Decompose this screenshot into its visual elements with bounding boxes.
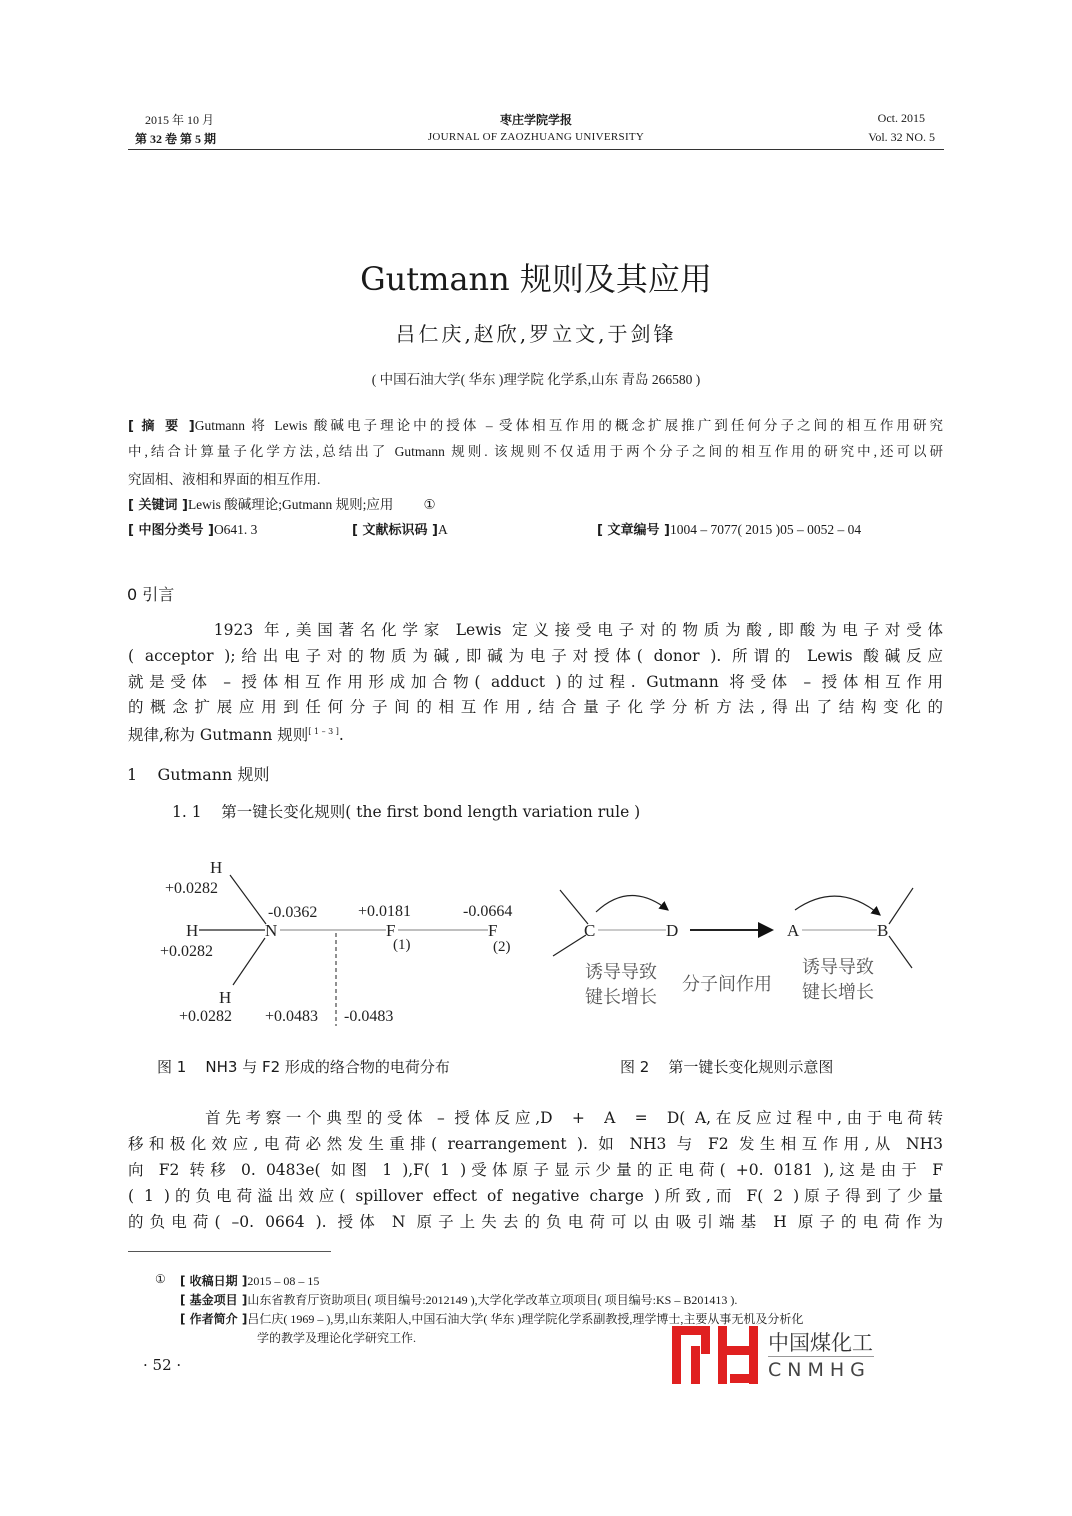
watermark-text-en: CNMHG (768, 1359, 871, 1381)
charge-acceptor-side: -0.0483 (344, 1008, 394, 1025)
left-label-line-1: 诱导导致 (585, 962, 657, 982)
abstract-line-2: 中,结合计算量子化学方法,总结出了 Gutmann 规则. 该规则不仅适用于两个分子之间的相互作用的研究中,还可以研 (128, 444, 943, 459)
body-line-1: 首先考察一个典型的受体 – 授体反应,D + A = D( A,在反应过程中,由于电荷转 (128, 1109, 943, 1127)
keywords-value: Lewis 酸碱理论;Gutmann 规则;应用 (187, 497, 394, 512)
page-number: · 52 · (143, 1356, 182, 1374)
footnote-mark-label: ① (155, 1272, 166, 1286)
journal-title-en: JOURNAL OF ZAOZHUANG UNIVERSITY (427, 131, 645, 143)
atom-f1-index: (1) (393, 937, 411, 953)
watermark-divider (768, 1356, 874, 1357)
funding-value: 山东省教育厅资助项目( 项目编号:2012149 ),大学化学改革立项项目( 项目编号:KS – B201413 ). (247, 1293, 738, 1307)
author-bio-value: 吕仁庆( 1969 – ),男,山东莱阳人,中国石油大学( 华东 )理学院化学系副教授,理学博士,主要从事无机及分析化 (247, 1312, 804, 1326)
atom-b: B (877, 921, 889, 940)
journal-title-cn: 枣庄学院学报 (499, 113, 572, 127)
intro-punct: . (338, 726, 344, 744)
right-label-line-1: 诱导导致 (802, 957, 874, 977)
figure-2-schematic (553, 888, 913, 968)
header-date-cn: 2015 年 10 月 (145, 113, 215, 127)
charge-f1: +0.0181 (358, 903, 412, 920)
charge-h-bottom: +0.0282 (179, 1008, 233, 1025)
received-date-label: [ 收稿日期 ] (180, 1274, 248, 1288)
intro-line-4: 的概念扩展应用到任何分子间的相互作用,结合量子化学分析方法,得出了结构变化的 (128, 698, 943, 716)
atom-d: D (666, 921, 679, 940)
atom-c: C (584, 921, 596, 940)
abstract-line-3: 究固相、液相和界面的相互作用. (128, 472, 321, 487)
footnote-author-bio-cont: 学的教学及理论化学研究工作. (257, 1331, 417, 1345)
atom-h-top: H (210, 858, 223, 877)
intro-last-text: 规律,称为 Gutmann 规则 (128, 726, 309, 744)
footnote-rule (128, 1251, 331, 1252)
document-code-label: [ 文献标识码 ] (352, 523, 438, 538)
curved-arrow-left-icon (596, 895, 668, 912)
clc-label: [ 中图分类号 ] (128, 523, 214, 538)
paper-title: Gutmann 规则及其应用 (360, 260, 712, 298)
intro-line-3: 就是受体 – 授体相互作用形成加合物( adduct )的过程. Gutmann 将受体 – 授体相互作用 (128, 673, 943, 691)
intro-line-2: ( acceptor );给出电子对的物质为碱,即碱为电子对授体( donor ). 所谓的 Lewis 酸碱反应 (128, 647, 943, 665)
atom-h-left: H (186, 921, 199, 940)
keywords-label: [ 关键词 ] (128, 498, 188, 513)
watermark-text-cn: 中国煤化工 (768, 1331, 873, 1355)
authors: 吕仁庆,赵欣,罗立文,于剑锋 (395, 322, 677, 346)
clc-value: O641. 3 (213, 522, 258, 537)
abstract-text: Gutmann 将 Lewis 酸碱电子理论中的授体 – 受体相互作用的概念扩展推广到任何分子之间的相互作用研究 (194, 418, 943, 433)
article-number-value: 1004 – 7077( 2015 )05 – 0052 – 04 (669, 522, 862, 537)
header-volume-cn: 第 32 卷 第 5 期 (135, 132, 217, 146)
reference-citation[interactable]: [ 1 – 3 ] (308, 726, 339, 736)
figure-1-caption: 图 1 NH3 与 F2 形成的络合物的电荷分布 (157, 1058, 450, 1076)
affiliation: ( 中国石油大学( 华东 )理学院 化学系,山东 青岛 266580 ) (371, 372, 701, 387)
document-code-value: A (437, 522, 448, 537)
right-label-line-2: 键长增长 (802, 982, 874, 1002)
atom-a: A (787, 921, 800, 940)
watermark-logo-icon (670, 1322, 762, 1386)
bond-n-h-top (230, 875, 266, 924)
left-label-line-2: 键长增长 (585, 987, 657, 1007)
footnote-mark[interactable]: ① (423, 497, 436, 512)
funding-label: [ 基金项目 ] (180, 1293, 248, 1307)
atom-f2-index: (2) (493, 939, 511, 955)
header-volume-en: Vol. 32 NO. 5 (868, 130, 935, 144)
charge-donor-side: +0.0483 (265, 1008, 319, 1025)
bond-n-h-bottom (233, 938, 265, 985)
atom-n: N (265, 921, 278, 940)
received-date-value: 2015 – 08 – 15 (247, 1274, 320, 1288)
footnote-received-date (180, 1272, 319, 1289)
subsection-1-1-heading: 1. 1 第一键长变化规则( the first bond length variation rule ) (172, 803, 641, 821)
atom-f1: F (386, 921, 396, 940)
section-1-heading: 1 Gutmann 规则 (127, 765, 270, 784)
abstract-label: [ 摘 要 ] (128, 419, 195, 434)
body-line-5: 的负电荷( –0. 0664 ). 授体 N 原子上失去的负电荷可以由吸引端基 H 原子的电荷作为 (128, 1213, 943, 1231)
article-number-label: [ 文章编号 ] (597, 523, 670, 538)
charge-h-left: +0.0282 (160, 943, 214, 960)
charge-n: -0.0362 (268, 904, 318, 921)
body-line-3: 向 F2 转移 0. 0483e( 如图 1 ),F( 1 )受体原子显示少量的正电荷( +0. 0181 ),这是由于 F (128, 1161, 943, 1179)
atom-h-bottom: H (219, 988, 232, 1007)
footnote-funding (180, 1291, 737, 1308)
section-0-heading: 0 引言 (127, 585, 175, 604)
atom-f2: F (488, 921, 498, 940)
intro-line-1: 1923 年,美国著名化学家 Lewis 定义接受电子对的物质为酸,即酸为电子对受体 (128, 621, 943, 639)
author-bio-label: [ 作者简介 ] (180, 1312, 248, 1326)
middle-label: 分子间作用 (682, 974, 772, 994)
figure-2-caption: 图 2 第一键长变化规则示意图 (620, 1058, 834, 1076)
charge-h-top: +0.0282 (165, 880, 219, 897)
header-date-en: Oct. 2015 (877, 111, 925, 125)
charge-f2: -0.0664 (463, 903, 513, 920)
body-line-4: ( 1 )的负电荷溢出效应( spillover effect of negative charge )所致,而 F( 2 )原子得到了少量 (128, 1187, 943, 1205)
body-line-2: 移和极化效应,电荷必然发生重排( rearrangement ). 如 NH3 与 F2 发生相互作用,从 NH3 (128, 1135, 943, 1153)
curved-arrow-right-icon (795, 896, 880, 915)
